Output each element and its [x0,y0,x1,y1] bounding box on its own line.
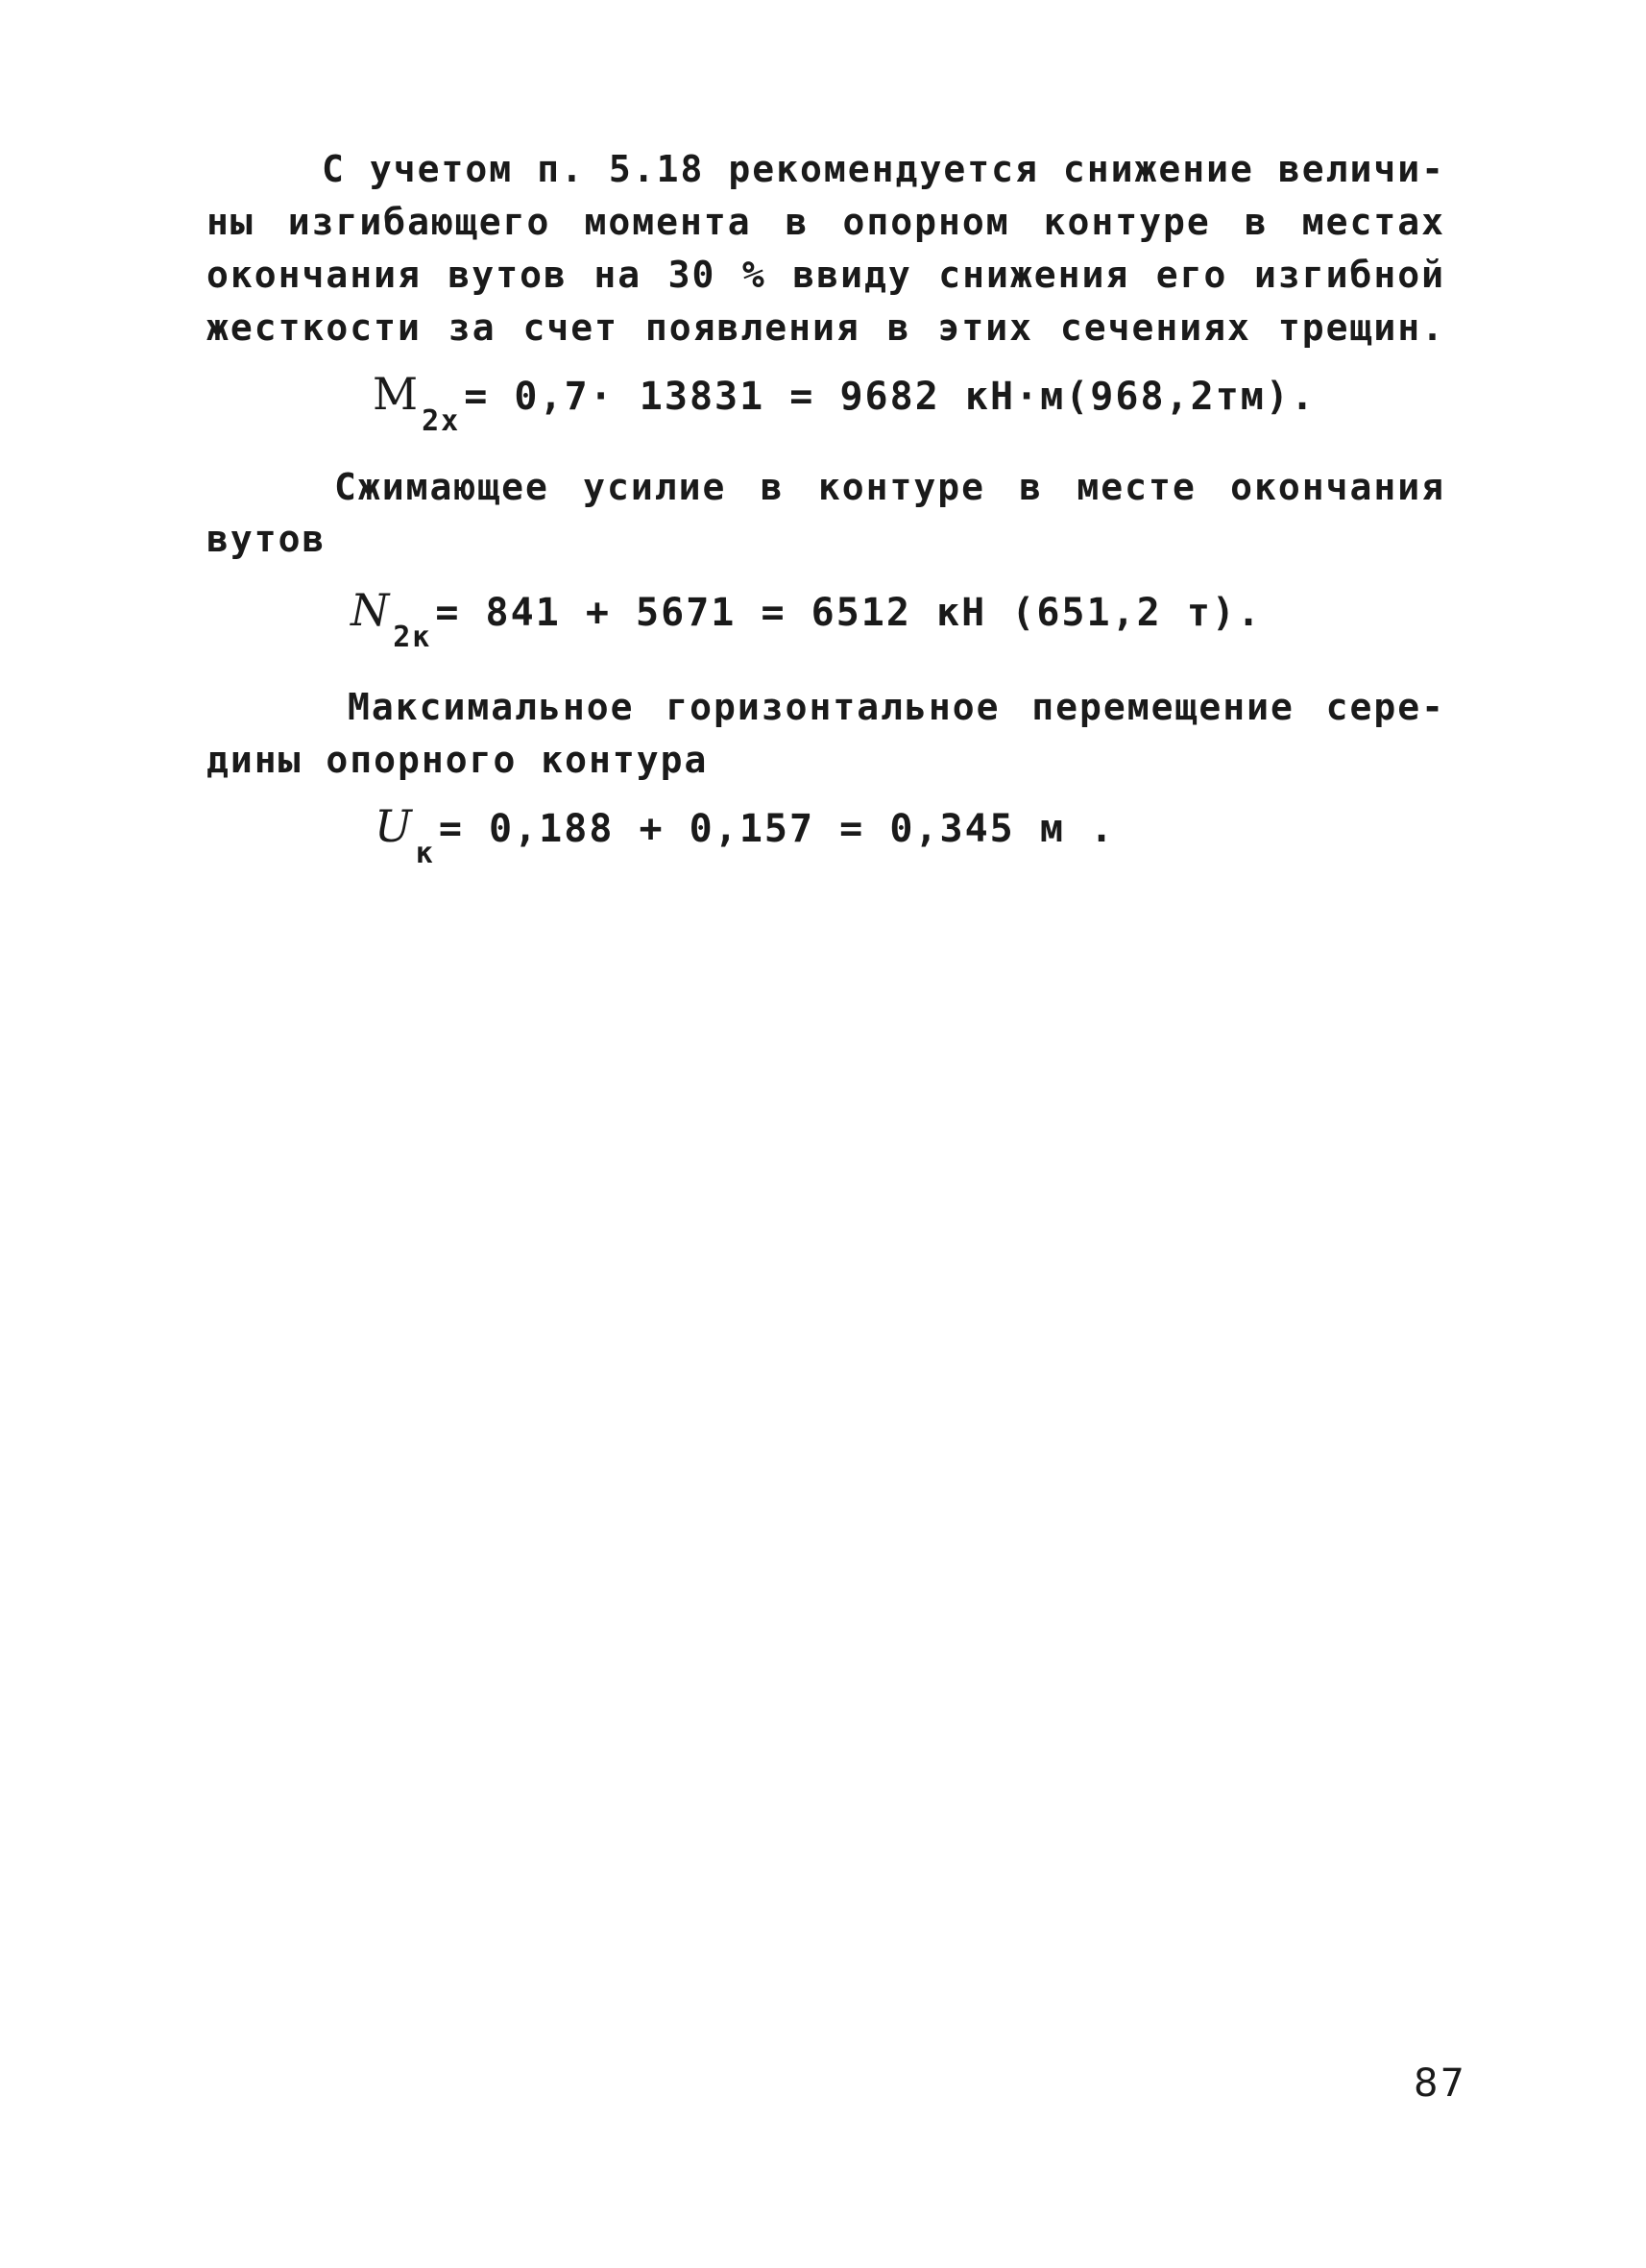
paragraph3-line-2: дины опорного контура [206,739,709,781]
formula-displacement-subscript: к [415,837,435,870]
formula-force-subscript: 2к [393,621,432,654]
formula-displacement-expression: = 0,188 + 0,157 = 0,345 м . [438,807,1116,851]
formula-force-expression: = 841 + 5671 = 6512 кН (651,2 т). [435,591,1263,635]
formula-displacement [375,800,1116,870]
paragraph1-line-2: ны изгибающего момента в опорном контуре в местах [206,201,1445,243]
paragraph1-line-1: С учетом п. 5.18 рекомендуется снижение величи- [322,148,1445,190]
paragraph2-line-1: Сжимающее усилие в контуре в месте окончания [334,466,1445,508]
paragraph1-line-4: жесткости за счет появления в этих сечениях трещин. [206,306,1445,349]
paragraph2-line-2: вутов [206,518,327,560]
formula-force [351,584,1263,654]
formula-moment-symbol: M [373,368,421,420]
paragraph1-line-3: окончания вутов на 30 % ввиду снижения его изгибной [206,254,1445,296]
formula-moment [373,368,1317,438]
formula-moment-subscript: 2x [422,404,461,438]
formula-moment-expression: = 0,7· 13831 = 9682 кН·м(968,2тм). [464,375,1317,419]
paragraph3-line-1: Максимальное горизонтальное перемещение сере- [348,686,1445,728]
formula-force-symbol: N [351,584,392,636]
formula-displacement-symbol: U [375,800,414,852]
page-number: 87 [1414,2061,1466,2106]
